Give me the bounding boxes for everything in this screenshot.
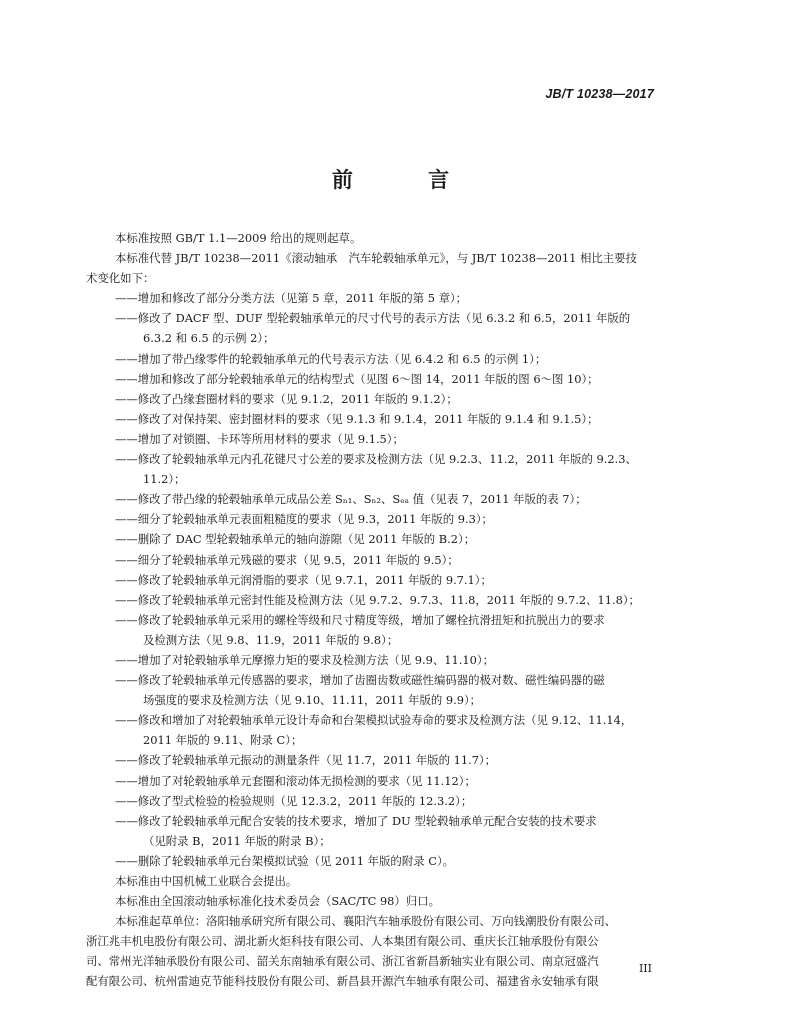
- text-line: ——删除了轮毂轴承单元台架模拟试验（见 2011 年版的附录 C）。: [115, 853, 455, 868]
- text-line: ——增加了对轮毂轴承单元摩擦力矩的要求及检测方法（见 9.9、11.10）；: [115, 652, 494, 667]
- text-line: ——修改了对保持架、密封圈材料的要求（见 9.1.3 和 9.1.4，2011 年版的 9.1.4 和 9.1.5）；: [115, 411, 599, 426]
- text-line: ——增加了对轮毂轴承单元套圈和滚动体无损检测的要求（见 11.12）；: [115, 773, 476, 788]
- text-line: ——细分了轮毂轴承单元残磁的要求（见 9.5，2011 年版的 9.5）；: [115, 552, 459, 567]
- text-line: 本标准代替 JB/T 10238—2011《滚动轴承 汽车轮毂轴承单元》，与 JB/T 10238—2011 相比主要技: [115, 251, 637, 266]
- text-line: ——增加和修改了部分轮毂轴承单元的结构型式（见图 6～图 14，2011 年版的图 6～图 10）；: [115, 371, 599, 386]
- text-line: 浙江兆丰机电股份有限公司、湖北新火炬科技有限公司、人本集团有限公司、重庆长江轴承股份有限公: [86, 934, 599, 949]
- text-line: ——增加了对锁圈、卡环等所用材料的要求（见 9.1.5）；: [115, 431, 404, 446]
- text-line: ——修改了 DACF 型、DUF 型轮毂轴承单元的尺寸代号的表示方法（见 6.3.2 和 6.5，2011 年版的: [115, 311, 631, 326]
- standard-code: JB/T 10238—2017: [545, 87, 654, 101]
- text-line: ——修改了轮毂轴承单元内孔花键尺寸公差的要求及检测方法（见 9.2.3、11.2，2011 年版的 9.2.3、: [115, 452, 637, 467]
- page-number: III: [638, 962, 652, 975]
- text-line: ——修改了带凸缘的轮毂轴承单元成品公差 Sₙ₁、Sₙ₂、Sₑₐ 值（见表 7，2011 年版的表 7）；: [115, 492, 587, 507]
- text-line: 术变化如下：: [86, 271, 155, 286]
- text-line: 本标准由中国机械工业联合会提出。: [115, 874, 298, 888]
- text-line: 本标准起草单位：洛阳轴承研究所有限公司、襄阳汽车轴承股份有限公司、万向钱潮股份有限公司、: [115, 914, 617, 929]
- text-line: ——细分了轮毂轴承单元表面粗糙度的要求（见 9.3，2011 年版的 9.3）；: [115, 512, 493, 527]
- page-title: 前 言: [331, 168, 484, 192]
- text-line: 司、常州光洋轴承股份有限公司、韶关东南轴承有限公司、浙江省新昌新轴实业有限公司、南京冠盛汽: [86, 954, 599, 969]
- text-line: ——修改了轮毂轴承单元配合安装的技术要求，增加了 DU 型轮毂轴承单元配合安装的技术要求: [115, 813, 597, 828]
- text-line: ——修改和增加了对轮毂轴承单元设计寿命和台架模拟试验寿命的要求及检测方法（见 9.12、11.14，: [115, 713, 633, 728]
- text-line: 本标准由全国滚动轴承标准化技术委员会（SAC/TC 98）归口。: [115, 894, 440, 909]
- text-line: ——修改了轮毂轴承单元密封性能及检测方法（见 9.7.2、9.7.3、11.8，2011 年版的 9.7.2、11.8）；: [115, 592, 640, 607]
- text-line: ——修改了轮毂轴承单元传感器的要求，增加了齿圈齿数或磁性编码器的极对数、磁性编码器的磁: [115, 673, 605, 688]
- text-line: ——修改了轮毂轴承单元振动的测量条件（见 11.7，2011 年版的 11.7）；: [115, 753, 497, 768]
- text-line: ——增加了带凸缘零件的轮毂轴承单元的代号表示方法（见 6.4.2 和 6.5 的示例 1）；: [115, 351, 547, 366]
- text-line: 2011 年版的 9.11、附录 C）；: [143, 733, 303, 748]
- text-line: 11.2）；: [143, 472, 186, 487]
- text-line: 配有限公司、杭州雷迪克节能科技股份有限公司、新昌县开源汽车轴承有限公司、福建省永安轴承有限: [86, 974, 599, 989]
- text-line: 6.3.2 和 6.5 的示例 2）；: [143, 331, 275, 346]
- text-line: 场强度的要求及检测方法（见 9.10、11.11，2011 年版的 9.9）；: [143, 693, 482, 708]
- text-line: 本标准按照 GB/T 1.1—2009 给出的规则起草。: [115, 231, 362, 245]
- text-line: ——修改了轮毂轴承单元润滑脂的要求（见 9.7.1，2011 年版的 9.7.1）；: [115, 572, 492, 587]
- text-line: ——修改了型式检验的检验规则（见 12.3.2，2011 年版的 12.3.2）；: [115, 793, 473, 808]
- text-line: ——修改了轮毂轴承单元采用的螺栓等级和尺寸精度等级，增加了螺栓抗滑扭矩和抗脱出力的要求: [115, 612, 605, 627]
- text-line: ——修改了凸缘套圈材料的要求（见 9.1.2，2011 年版的 9.1.2）；: [115, 391, 458, 406]
- text-line: （见附录 B，2011 年版的附录 B）；: [143, 833, 331, 848]
- text-line: ——增加和修改了部分分类方法（见第 5 章，2011 年版的第 5 章）；: [115, 291, 468, 306]
- text-line: ——删除了 DAC 型轮毂轴承单元的轴向游隙（见 2011 年版的 B.2）；: [115, 532, 476, 547]
- text-line: 及检测方法（见 9.8、11.9，2011 年版的 9.8）；: [143, 632, 399, 647]
- document-body: [86, 228, 662, 992]
